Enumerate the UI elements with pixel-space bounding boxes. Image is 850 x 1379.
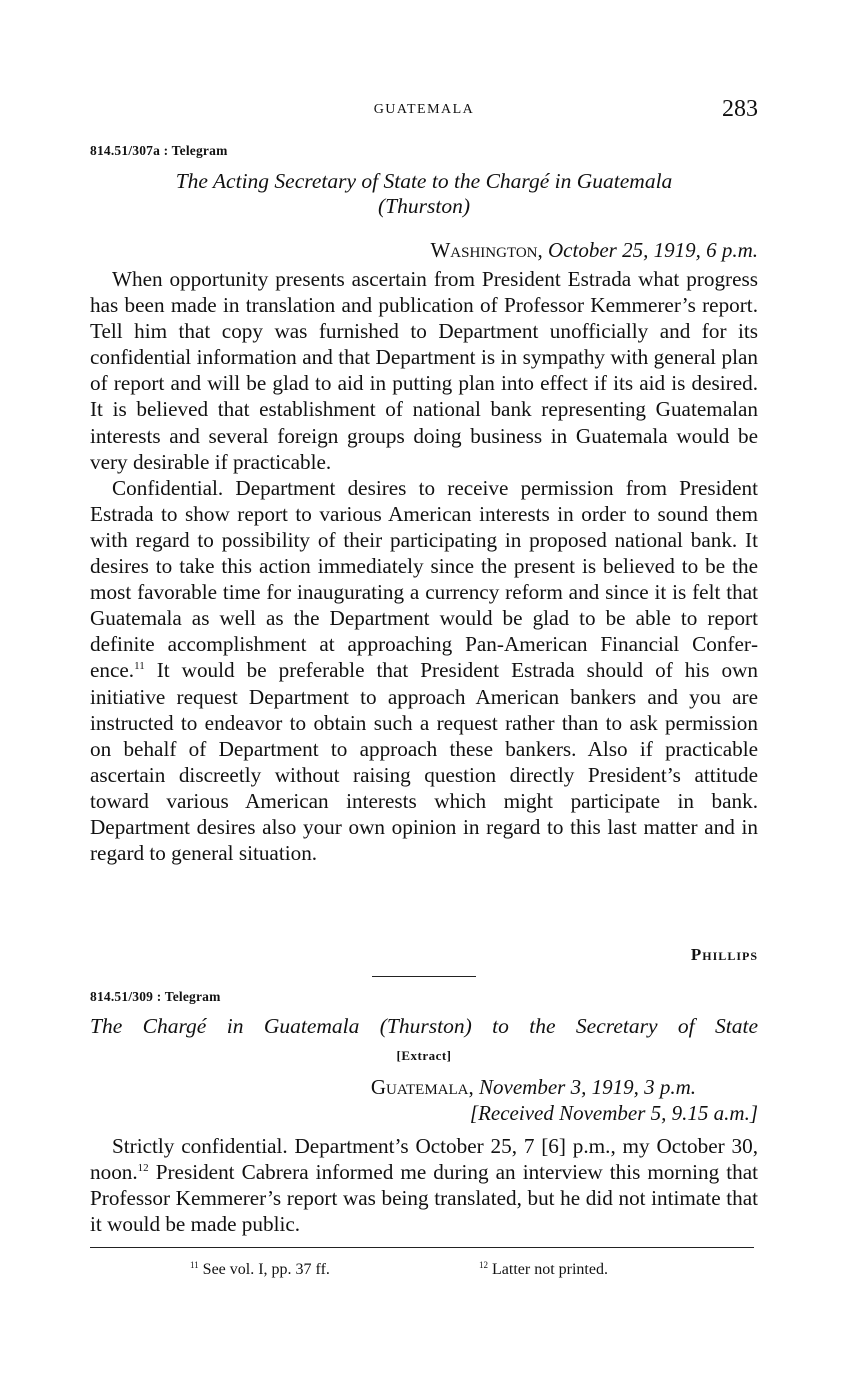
extract-label: [Extract] [396,1048,452,1063]
footnote-text: See vol. I, pp. 37 ff. [202,1261,330,1278]
dateline [371,1075,696,1100]
heading-line: (Thurston) [378,194,470,218]
running-head-title: GUATEMALA [373,102,475,117]
footnote [479,1261,608,1279]
page-number: 283 [722,96,758,122]
footnote-reference: 12 [137,1162,149,1175]
running-head [90,98,758,128]
footnote-mark: 12 [479,1260,488,1270]
dateline-place: Guatemala, [370,1075,474,1099]
document-body [90,1133,758,1237]
file-number: 814.51/309 : Telegram [90,989,221,1004]
footnote [190,1261,330,1279]
section-divider [372,976,476,977]
signature: Phillips [690,945,758,964]
paragraph [90,1133,758,1237]
footnote-mark: 11 [190,1260,199,1270]
footnote-reference: 11 [134,660,145,673]
document-body [90,266,758,866]
paragraph-text: President Cabrera informed me during an interview this morning that Professor Kemmerer’s report was being translated, but he did not intimate that it would be made public. [90,1160,758,1237]
dateline-place: Washington, [430,238,543,262]
dateline [430,238,758,263]
footnote-rule [90,1247,754,1248]
paragraph-text: Strictly confidential. Department’s October 25, 7 [6] p.m., my October 30, noon. [90,1134,758,1185]
footnote-text: Latter not printed. [492,1261,608,1278]
document-heading: The Chargé in Guatemala (Thurston) to the Secretary of State [90,1014,758,1038]
paragraph [90,475,758,866]
received-line: [Received November 5, 9.15 a.m.] [469,1101,758,1125]
paragraph-text: Confidential. Department desires to receive permission from President Estrada to show report to various American interests in order to sound them with regard to possibility of their participating in proposed national bank. It desires to take this action immediately since the present is believed to be the most favorable time for inaugurating a currency reform and since it is felt that Guatemala as well as the Department would be glad to be able to report definite accomplishment at approaching Pan-American Financial Conference. [90,475,758,683]
dateline-date: October 25, 1919, 6 p.m. [548,238,758,262]
dateline-date: November 3, 1919, 3 p.m. [479,1075,696,1099]
document-heading [90,169,758,219]
paragraph: When opportunity presents ascertain from President Estrada what progress has been made in translation and publication of Professor Kemmerer’s report. Tell him that copy was furnished to Department unofficially and for its confidential information and that Department is in sympathy with general plan of report and will be glad to aid in putting plan into effect if its aid is desired. It is believed that establishment of national bank representing Guatemalan interests and several foreign groups doing business in Guatemala would be very desirable if practicable. [90,267,758,474]
file-number: 814.51/307a : Telegram [90,143,228,158]
paragraph-text: It would be preferable that President Estrada should of his own initiative request Department to approach American bankers and you are instructed to endeavor to obtain such a request rather than to ask permission on behalf of Department to approach these bankers. Also if practicable ascertain discreetly without raising question directly President’s attitude toward various American interests which might participate in bank. Department desires also your own opinion in regard to this last matter and in regard to general situation. [90,658,758,866]
heading-line: The Acting Secretary of State to the Chargé in Guatemala [175,169,673,193]
